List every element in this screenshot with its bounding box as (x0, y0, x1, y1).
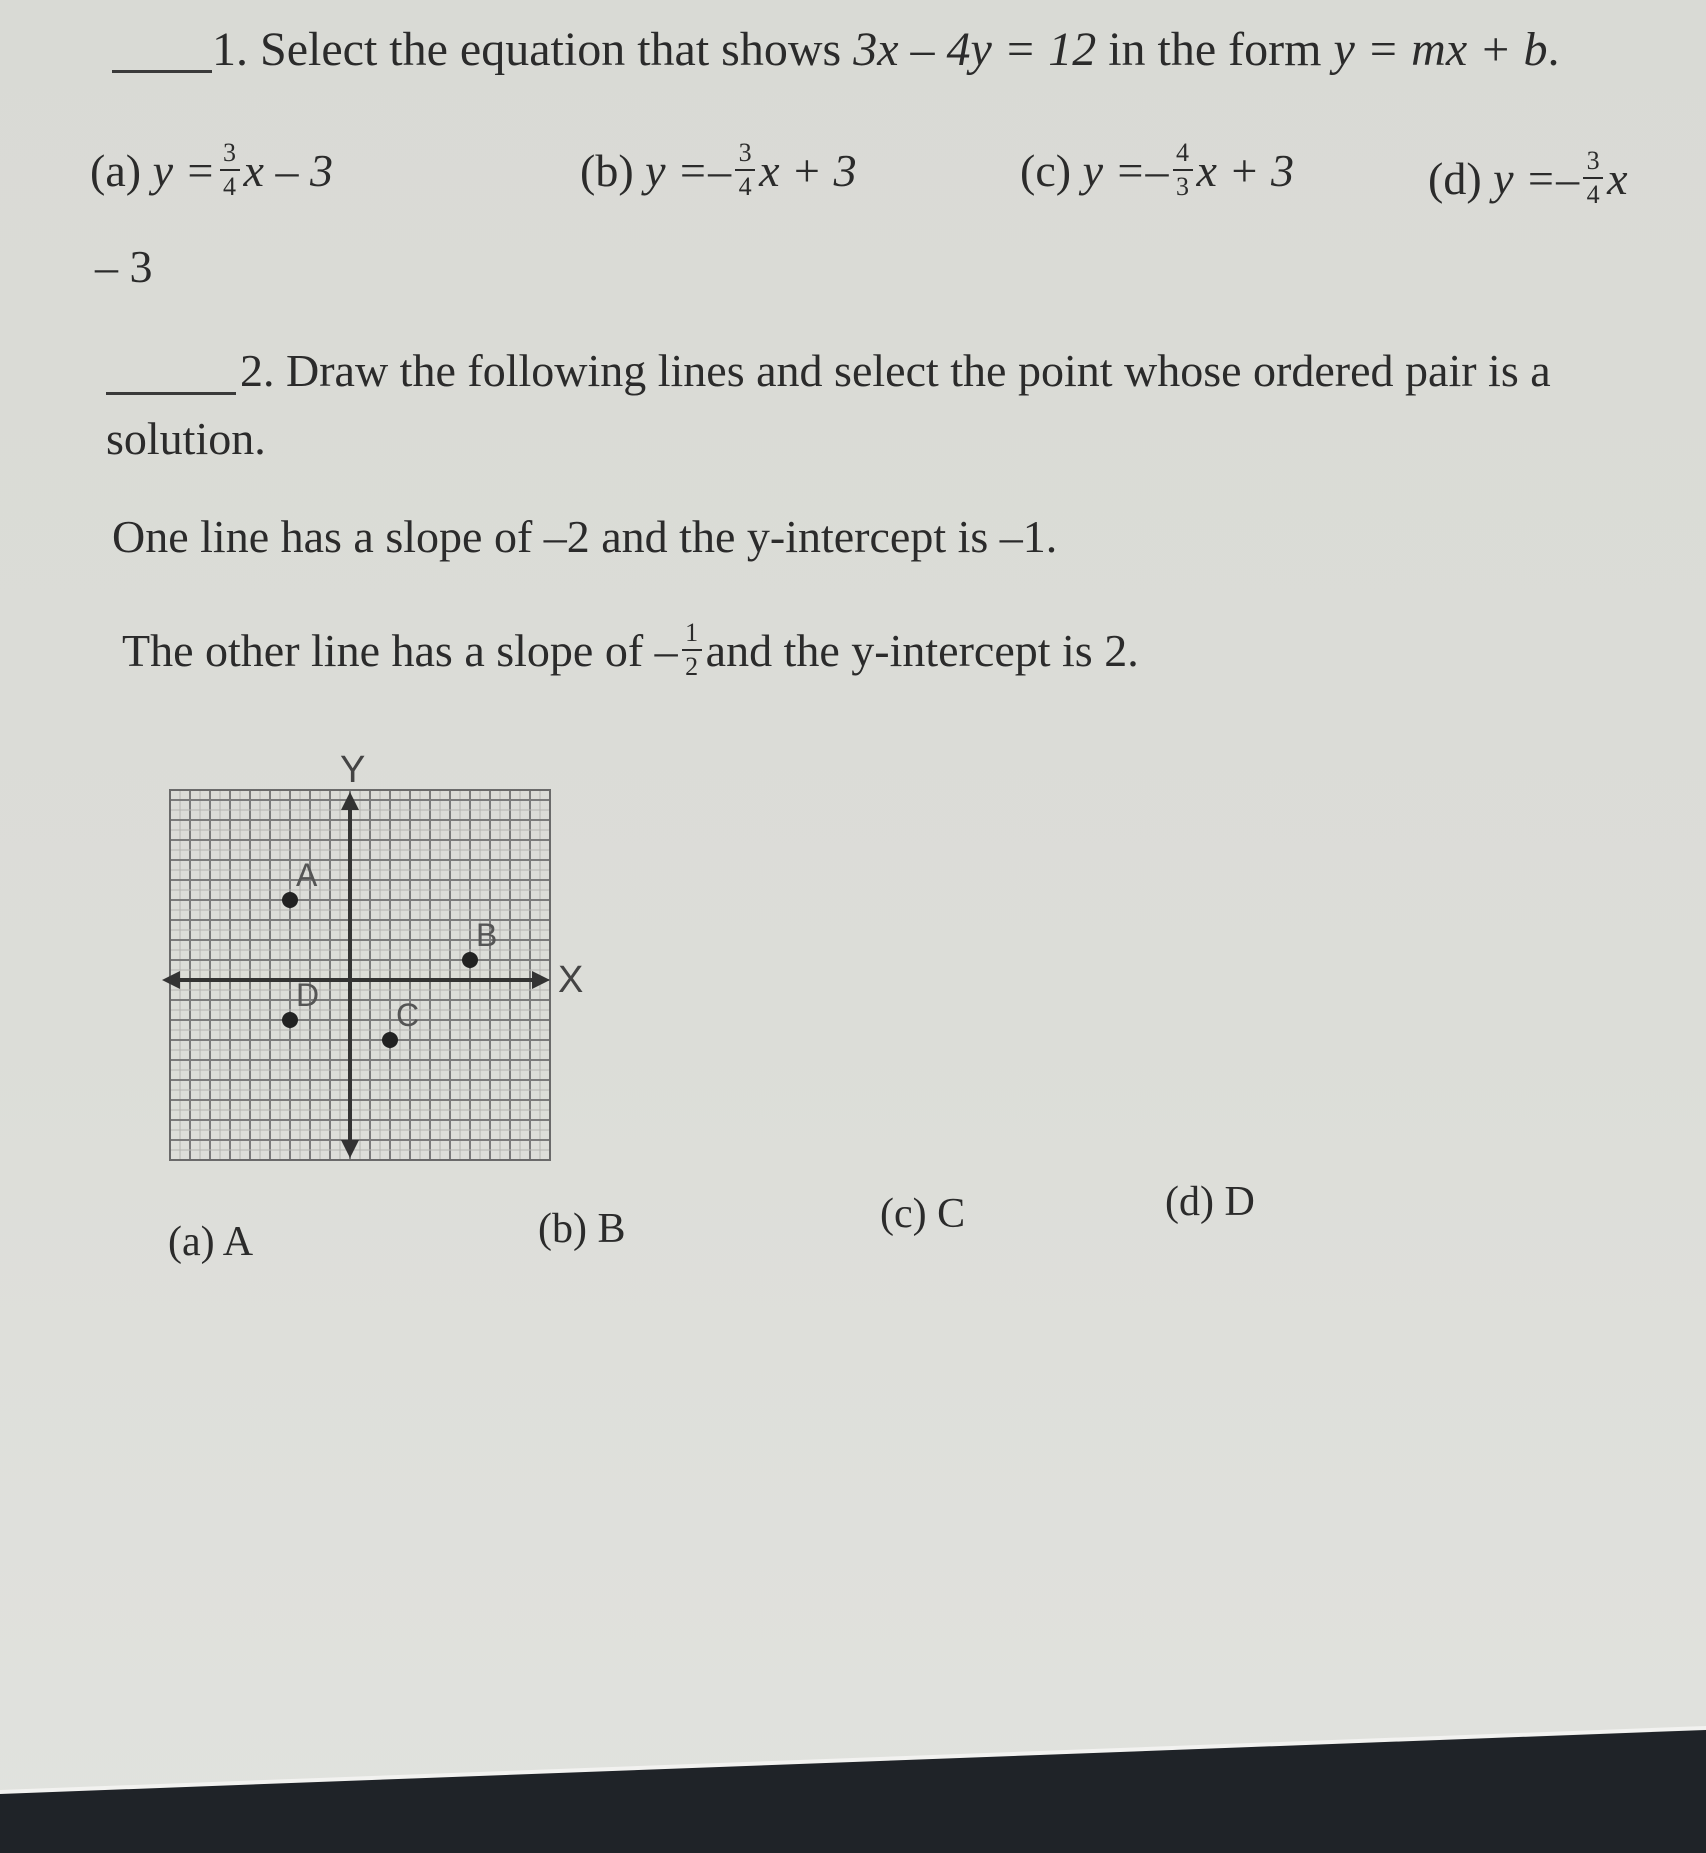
point-c[interactable] (382, 1032, 398, 1048)
fraction: $\frac{3}{4}$ (220, 140, 240, 200)
q1-prompt-mid: in the form (1096, 23, 1334, 76)
point-label-a: A (296, 857, 318, 893)
q2-line2-text: The other line has a slope of – $\frac{1}{2}$ and the y-intercept is 2. (122, 618, 1139, 681)
y-axis (341, 792, 359, 1158)
point-a[interactable] (282, 892, 298, 908)
coordinate-graph[interactable] (140, 730, 610, 1170)
fraction: $\frac{3}{4}$ (735, 140, 755, 200)
q1-form: y = mx + b (1333, 23, 1548, 76)
q1-option-d-continuation: – 3 (95, 241, 153, 292)
q1-option-a[interactable]: (a) y = $\frac{3}{4}$ x – 3 (90, 138, 333, 201)
q1-prompt-end: . (1547, 23, 1560, 76)
fraction: $\frac{4}{3}$ (1173, 140, 1193, 200)
fraction: $\frac{3}{4}$ (1583, 148, 1603, 208)
point-b[interactable] (462, 952, 478, 968)
fraction: $\frac{1}{2}$ (682, 620, 702, 680)
point-label-d: D (296, 977, 320, 1013)
q2-answer-blank[interactable] (106, 392, 236, 395)
q2-line1-text: One line has a slope of –2 and the y-intercept is –1. (112, 511, 1058, 562)
point-label-c: C (396, 997, 420, 1033)
monitor-bezel (0, 1730, 1706, 1853)
point-d[interactable] (282, 1012, 298, 1028)
y-axis-label: Y (340, 749, 366, 791)
point-label-b: B (476, 917, 498, 953)
q2-prompt-continuation: solution. (106, 413, 266, 464)
q2-prompt: 2. Draw the following lines and select the point whose ordered pair is a (240, 345, 1551, 396)
q1-equation: 3x – 4y = 12 (853, 23, 1097, 76)
q2-choice-c[interactable]: (c) C (880, 1191, 966, 1237)
q2-choice-d[interactable]: (d) D (1165, 1179, 1255, 1225)
q2-number: 2. (240, 345, 275, 396)
q1-option-b[interactable]: (b) y = – $\frac{3}{4}$ x + 3 (580, 138, 857, 201)
q2-choice-a[interactable]: (a) A (168, 1219, 254, 1265)
q1-option-d[interactable]: (d) y = – $\frac{3}{4}$ x (1428, 146, 1628, 209)
q1-prompt-text: Select the equation that shows (260, 23, 854, 76)
q1-option-c[interactable]: (c) y = – $\frac{4}{3}$ x + 3 (1020, 138, 1294, 201)
q1-number: 1. (212, 23, 248, 76)
grid (170, 790, 550, 1160)
q2-choice-b[interactable]: (b) B (538, 1206, 626, 1252)
q1-answer-blank[interactable] (112, 70, 212, 73)
q1-prompt (212, 22, 1560, 77)
x-axis-label: X (558, 959, 584, 1001)
